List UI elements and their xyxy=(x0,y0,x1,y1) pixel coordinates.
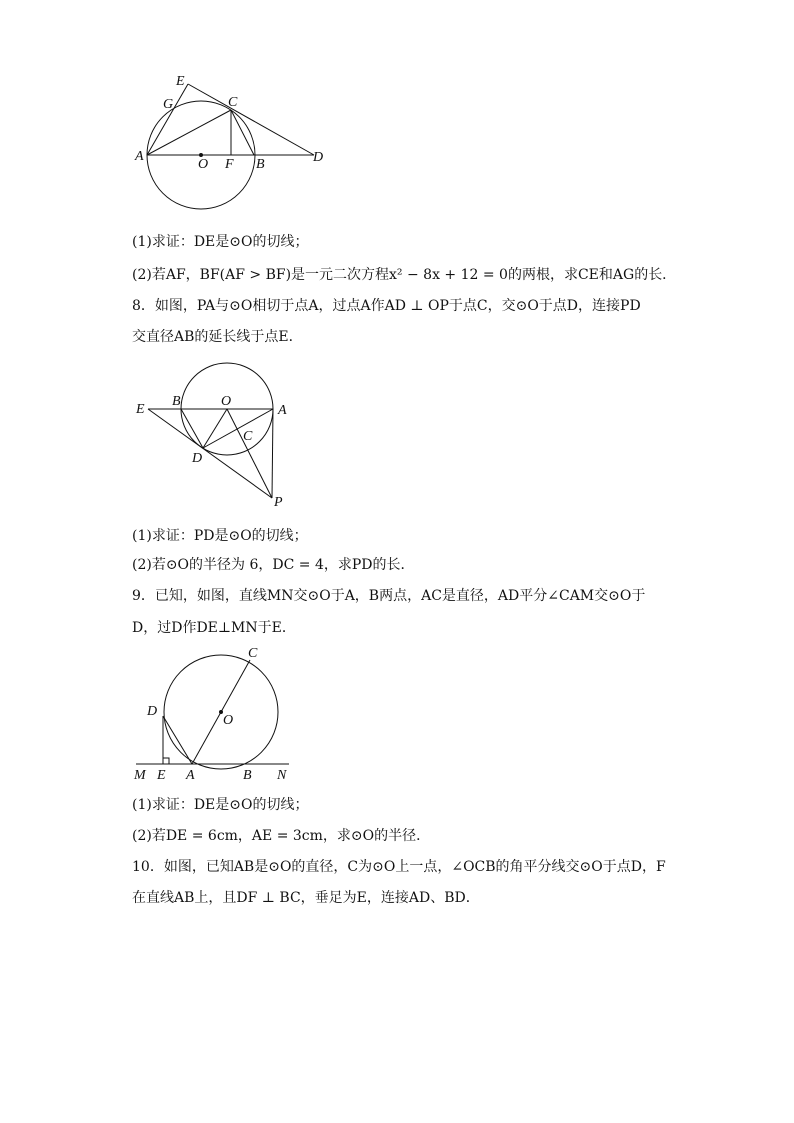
q9-label-b: B xyxy=(243,768,252,783)
q9-figure xyxy=(132,640,302,785)
q8-label-o: O xyxy=(221,394,232,409)
q9-label-n: N xyxy=(277,768,287,783)
q9-part1: (1)求证：DE是⊙O的切线； xyxy=(132,797,309,813)
q7-label-e: E xyxy=(176,74,185,89)
q8-part2: (2)若⊙O的半径为 6，DC = 4，求PD的长． xyxy=(132,557,415,573)
q9-stem-line2: D，过D作DE⊥MN于E． xyxy=(132,620,296,636)
q7-line-ed xyxy=(188,84,314,155)
q7-label-c: C xyxy=(228,95,238,110)
q9-label-e: E xyxy=(157,768,166,783)
q7-label-d: D xyxy=(313,150,324,165)
q9-label-a: A xyxy=(186,768,195,783)
q7-part1: (1)求证：DE是⊙O的切线； xyxy=(132,234,309,250)
q8-label-e: E xyxy=(136,402,145,417)
q9-line-da xyxy=(163,716,192,764)
q8-line-bd xyxy=(181,409,203,448)
q8-line-ap xyxy=(272,409,273,498)
q7-label-a: A xyxy=(135,149,144,164)
q7-label-o: O xyxy=(198,157,209,172)
q10-stem-line1: 10．如图，已知AB是⊙O的直径，C为⊙O上一点，∠OCB的角平分线交⊙O于点D，F xyxy=(132,859,666,875)
q8-label-p: P xyxy=(274,495,283,510)
q9-stem-line1: 9．已知，如图，直线MN交⊙O于A，B两点，AC是直径，AD平分∠CAM交⊙O于 xyxy=(132,588,646,604)
q8-line-ad xyxy=(203,409,273,448)
q9-label-m: M xyxy=(134,768,146,783)
q7-part2: (2)若AF，BF(AF > BF)是一元二次方程x² − 8x + 12 = 0的两根，求CE和AG的长． xyxy=(132,267,677,283)
q8-label-c: C xyxy=(243,429,253,444)
q8-label-b: B xyxy=(172,394,181,409)
q9-label-d: D xyxy=(147,704,158,719)
q8-label-a: A xyxy=(278,403,287,418)
q10-stem-line2: 在直线AB上，且DF ⊥ BC，垂足为E，连接AD、BD． xyxy=(132,890,480,906)
q7-label-b: B xyxy=(256,157,265,172)
q8-figure xyxy=(132,360,302,510)
q7-label-f: F xyxy=(225,157,234,172)
q8-label-d: D xyxy=(192,451,203,466)
q9-label-o: O xyxy=(223,713,234,728)
q8-part1: (1)求证：PD是⊙O的切线； xyxy=(132,528,308,544)
q9-label-c: C xyxy=(248,646,258,661)
q8-stem-line2: 交直径AB的延长线于点E． xyxy=(132,329,303,345)
q7-label-g: G xyxy=(163,97,174,112)
q8-line-ep xyxy=(148,409,272,498)
q7-figure xyxy=(132,70,332,215)
q9-right-angle-mark xyxy=(163,758,169,764)
q8-line-od xyxy=(203,409,227,448)
q9-part2: (2)若DE = 6cm，AE = 3cm，求⊙O的半径． xyxy=(132,828,431,844)
q8-stem-line1: 8．如图，PA与⊙O相切于点A，过点A作AD ⊥ OP于点C，交⊙O于点D，连接PD xyxy=(132,298,641,314)
